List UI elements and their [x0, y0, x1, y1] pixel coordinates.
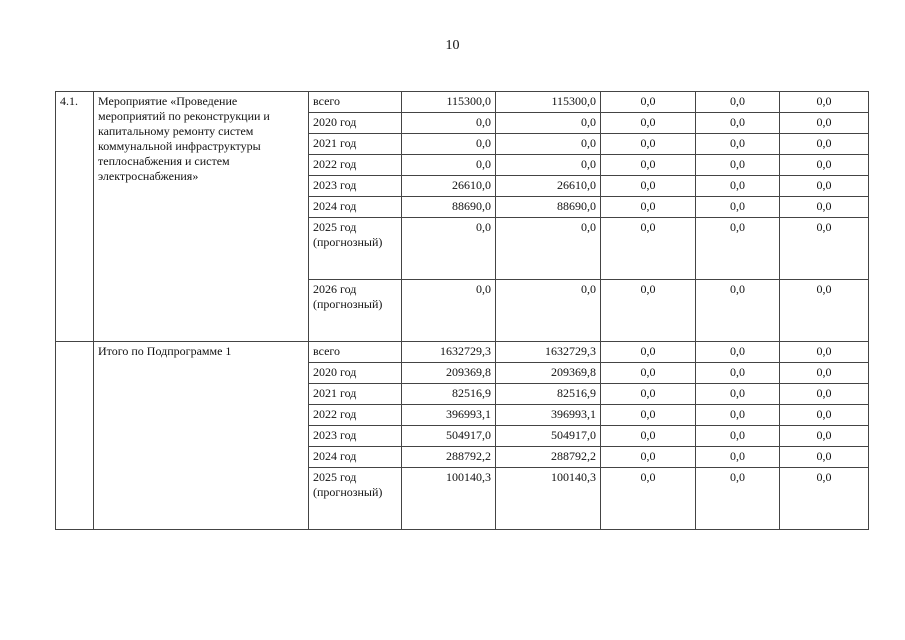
value-cell: 0,0 — [496, 155, 601, 176]
period-cell: 2023 год — [309, 426, 402, 447]
value-cell: 0,0 — [601, 363, 696, 384]
value-cell: 0,0 — [696, 280, 780, 342]
value-cell: 115300,0 — [496, 92, 601, 113]
period-cell: 2025 год (прогнозный) — [309, 218, 402, 280]
value-cell: 0,0 — [696, 384, 780, 405]
period-cell: 2021 год — [309, 384, 402, 405]
total-cell: 1632729,3 — [402, 342, 496, 363]
value-cell: 1632729,3 — [496, 342, 601, 363]
value-cell: 0,0 — [696, 363, 780, 384]
measure-title-cell: Мероприятие «Проведение мероприятий по реконструкции и капитальному ремонту систем коммунальной инфраструктуры теплоснабжения и систем электроснабжения» — [94, 92, 309, 342]
value-cell: 0,0 — [696, 176, 780, 197]
value-cell: 0,0 — [780, 468, 869, 530]
value-cell: 0,0 — [601, 218, 696, 280]
period-cell: 2023 год — [309, 176, 402, 197]
value-cell: 0,0 — [780, 218, 869, 280]
period-cell: 2020 год — [309, 363, 402, 384]
total-cell: 82516,9 — [402, 384, 496, 405]
value-cell: 0,0 — [780, 197, 869, 218]
period-cell: 2024 год — [309, 447, 402, 468]
value-cell: 88690,0 — [496, 197, 601, 218]
value-cell: 0,0 — [780, 447, 869, 468]
period-cell: 2022 год — [309, 405, 402, 426]
value-cell: 0,0 — [696, 113, 780, 134]
total-cell: 115300,0 — [402, 92, 496, 113]
value-cell: 0,0 — [780, 405, 869, 426]
value-cell: 0,0 — [601, 92, 696, 113]
total-cell: 288792,2 — [402, 447, 496, 468]
total-cell: 0,0 — [402, 218, 496, 280]
value-cell: 82516,9 — [496, 384, 601, 405]
value-cell: 0,0 — [496, 280, 601, 342]
total-cell: 504917,0 — [402, 426, 496, 447]
row-code-cell: 4.1. — [56, 92, 94, 342]
value-cell: 288792,2 — [496, 447, 601, 468]
value-cell: 396993,1 — [496, 405, 601, 426]
value-cell: 26610,0 — [496, 176, 601, 197]
value-cell: 0,0 — [780, 176, 869, 197]
period-cell: 2021 год — [309, 134, 402, 155]
value-cell: 0,0 — [780, 384, 869, 405]
period-cell: 2022 год — [309, 155, 402, 176]
value-cell: 0,0 — [696, 426, 780, 447]
value-cell: 0,0 — [780, 113, 869, 134]
value-cell: 0,0 — [696, 405, 780, 426]
value-cell: 0,0 — [780, 155, 869, 176]
value-cell: 0,0 — [696, 468, 780, 530]
value-cell: 0,0 — [696, 197, 780, 218]
row-code-cell — [56, 342, 94, 530]
total-cell: 88690,0 — [402, 197, 496, 218]
value-cell: 0,0 — [601, 384, 696, 405]
value-cell: 0,0 — [780, 280, 869, 342]
value-cell: 0,0 — [601, 197, 696, 218]
value-cell: 0,0 — [780, 363, 869, 384]
period-cell: 2025 год (прогнозный) — [309, 468, 402, 530]
value-cell: 0,0 — [601, 155, 696, 176]
value-cell: 0,0 — [780, 342, 869, 363]
total-cell: 396993,1 — [402, 405, 496, 426]
value-cell: 0,0 — [601, 447, 696, 468]
value-cell: 0,0 — [601, 280, 696, 342]
value-cell: 0,0 — [496, 218, 601, 280]
value-cell: 0,0 — [696, 92, 780, 113]
period-cell: всего — [309, 92, 402, 113]
value-cell: 0,0 — [601, 134, 696, 155]
value-cell: 100140,3 — [496, 468, 601, 530]
value-cell: 0,0 — [780, 134, 869, 155]
page-number: 10 — [445, 38, 460, 53]
value-cell: 0,0 — [696, 342, 780, 363]
value-cell: 0,0 — [696, 447, 780, 468]
value-cell: 0,0 — [696, 155, 780, 176]
total-cell: 209369,8 — [402, 363, 496, 384]
value-cell: 0,0 — [601, 342, 696, 363]
value-cell: 209369,8 — [496, 363, 601, 384]
period-cell: 2024 год — [309, 197, 402, 218]
value-cell: 0,0 — [696, 134, 780, 155]
value-cell: 0,0 — [601, 405, 696, 426]
period-cell: 2020 год — [309, 113, 402, 134]
table-row — [56, 92, 869, 113]
total-cell: 26610,0 — [402, 176, 496, 197]
total-cell: 0,0 — [402, 134, 496, 155]
value-cell: 504917,0 — [496, 426, 601, 447]
value-cell: 0,0 — [601, 176, 696, 197]
value-cell: 0,0 — [696, 218, 780, 280]
total-cell: 0,0 — [402, 280, 496, 342]
value-cell: 0,0 — [780, 92, 869, 113]
value-cell: 0,0 — [601, 468, 696, 530]
total-cell: 100140,3 — [402, 468, 496, 530]
value-cell: 0,0 — [496, 134, 601, 155]
value-cell: 0,0 — [780, 426, 869, 447]
total-cell: 0,0 — [402, 155, 496, 176]
value-cell: 0,0 — [601, 426, 696, 447]
table-row — [56, 342, 869, 363]
value-cell: 0,0 — [601, 113, 696, 134]
table-body — [56, 92, 869, 530]
total-cell: 0,0 — [402, 113, 496, 134]
period-cell: всего — [309, 342, 402, 363]
budget-table — [55, 91, 869, 530]
subtotal-title-cell: Итого по Подпрограмме 1 — [94, 342, 309, 530]
value-cell: 0,0 — [496, 113, 601, 134]
period-cell: 2026 год (прогнозный) — [309, 280, 402, 342]
